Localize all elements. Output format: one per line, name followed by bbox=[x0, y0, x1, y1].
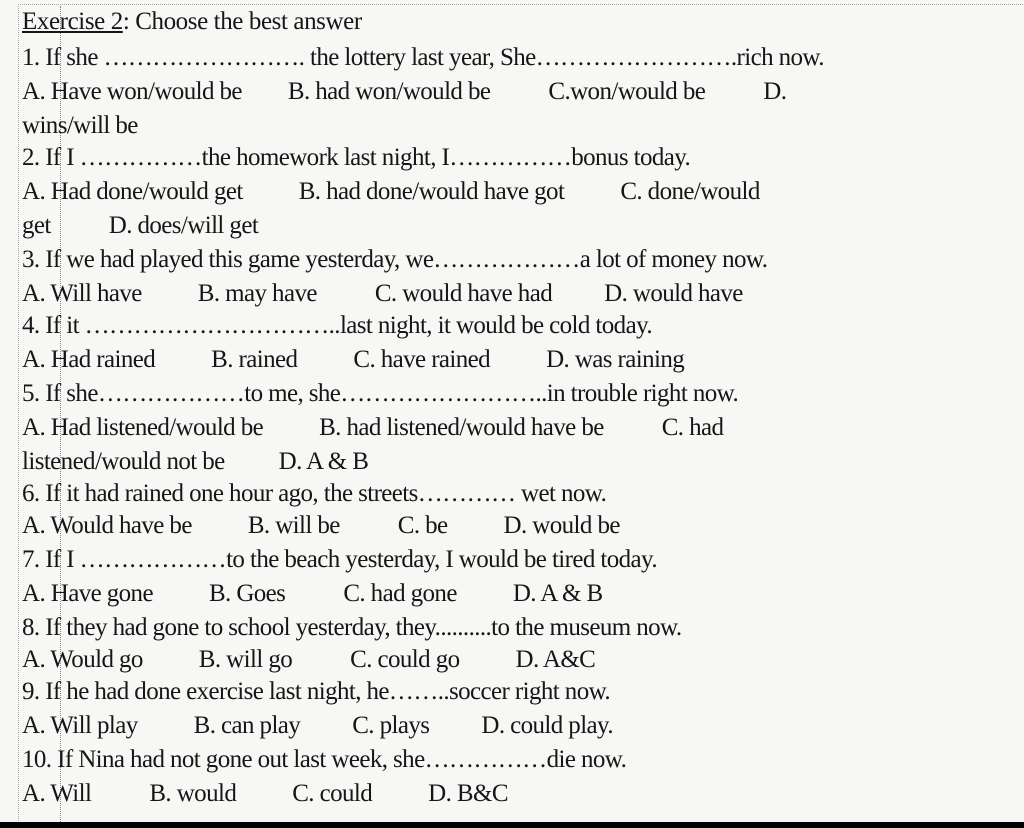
option-b: B. would bbox=[149, 780, 237, 807]
option-c: C. had gone bbox=[343, 580, 457, 607]
question-text: 1. If she ……………………. the lottery last year, She…………………….rich now. bbox=[22, 44, 824, 71]
question-5-options bbox=[22, 412, 723, 444]
option-d: D. was raining bbox=[546, 346, 685, 373]
option-c: C. could go bbox=[350, 646, 460, 673]
option-a: A. Would have be bbox=[22, 512, 192, 539]
question-1-options bbox=[22, 76, 786, 108]
question-2-options-wrap bbox=[22, 210, 258, 242]
question-text: 5. If she………………to me, she……………………..in trouble right now. bbox=[22, 380, 739, 407]
option-d: D. could play. bbox=[481, 712, 613, 739]
option-b: B. can play bbox=[193, 712, 301, 739]
option-c: C. would have had bbox=[374, 280, 553, 307]
question-1-options-wrap bbox=[22, 110, 138, 142]
option-a: A. Would go bbox=[22, 646, 143, 673]
option-a: A. Will have bbox=[22, 280, 142, 307]
option-c-text: listened/would not be bbox=[22, 448, 225, 475]
option-d: D. A & B bbox=[278, 448, 369, 475]
option-b: B. may have bbox=[197, 280, 317, 307]
option-c: C. have rained bbox=[353, 346, 491, 373]
option-d: D. does/will get bbox=[108, 212, 259, 239]
question-3 bbox=[22, 244, 767, 276]
question-10 bbox=[22, 744, 626, 776]
option-c: C. plays bbox=[352, 712, 430, 739]
question-text: 2. If I ……………the homework last night, I……………bonus today. bbox=[22, 144, 691, 171]
option-a: A. Had done/would get bbox=[22, 178, 243, 205]
question-3-options bbox=[22, 278, 743, 310]
option-b: B. rained bbox=[211, 346, 298, 373]
option-d: D. A & B bbox=[512, 580, 603, 607]
option-a: A. Had listened/would be bbox=[22, 414, 264, 441]
question-text: 9. If he had done exercise last night, he……..soccer right now. bbox=[22, 678, 611, 705]
option-d-text: wins/will be bbox=[22, 112, 138, 139]
option-a: A. Had rained bbox=[22, 346, 156, 373]
question-text: 7. If I ………………to the beach yesterday, I would be tired today. bbox=[22, 546, 657, 573]
option-b: B. had won/would be bbox=[287, 78, 491, 105]
exercise-title-label: Exercise 2 bbox=[22, 8, 123, 35]
option-b: B. will go bbox=[198, 646, 293, 673]
question-4-options bbox=[22, 344, 684, 376]
question-1 bbox=[22, 42, 824, 74]
option-a: A. Have won/would be bbox=[22, 78, 242, 105]
question-2 bbox=[22, 142, 690, 174]
option-b: B. had done/would have got bbox=[298, 178, 565, 205]
option-d: D. would be bbox=[503, 512, 620, 539]
exercise-title bbox=[22, 6, 362, 38]
question-text: 3. If we had played this game yesterday, we………………a lot of money now. bbox=[22, 246, 768, 273]
option-a: A. Will play bbox=[22, 712, 138, 739]
exercise-title-instruction: : Choose the best answer bbox=[122, 8, 362, 35]
option-c: C. had bbox=[661, 414, 724, 441]
question-10-options bbox=[22, 778, 508, 810]
option-b: B. will be bbox=[247, 512, 340, 539]
question-6-options bbox=[22, 510, 620, 542]
question-text: 10. If Nina had not gone out last week, she……………die now. bbox=[22, 746, 627, 773]
question-5-options-wrap bbox=[22, 446, 368, 478]
question-8 bbox=[22, 612, 682, 644]
question-9 bbox=[22, 676, 610, 708]
option-a: A. Will bbox=[22, 780, 92, 807]
option-a: A. Have gone bbox=[22, 580, 153, 607]
option-c: C.won/would be bbox=[548, 78, 706, 105]
option-d: D. A&C bbox=[515, 646, 596, 673]
option-d: D. would have bbox=[604, 280, 743, 307]
option-d: D. bbox=[763, 78, 787, 105]
question-7-options bbox=[22, 578, 603, 610]
option-c: C. could bbox=[292, 780, 373, 807]
option-b: B. Goes bbox=[208, 580, 286, 607]
question-4 bbox=[22, 310, 652, 342]
question-2-options bbox=[22, 176, 760, 208]
option-c: C. be bbox=[397, 512, 448, 539]
question-text: 4. If it …………………………..last night, it would be cold today. bbox=[22, 312, 652, 339]
option-c-text: get bbox=[22, 212, 51, 239]
question-5 bbox=[22, 378, 738, 410]
question-text: 8. If they had gone to school yesterday, they..........to the museum now. bbox=[22, 614, 682, 641]
option-d: D. B&C bbox=[428, 780, 508, 807]
question-9-options bbox=[22, 710, 613, 742]
question-6 bbox=[22, 478, 606, 510]
option-b: B. had listened/would have be bbox=[319, 414, 604, 441]
option-c: C. done/would bbox=[620, 178, 760, 205]
question-7 bbox=[22, 544, 657, 576]
question-text: 6. If it had rained one hour ago, the streets………… wet now. bbox=[22, 480, 607, 507]
question-8-options bbox=[22, 644, 595, 676]
